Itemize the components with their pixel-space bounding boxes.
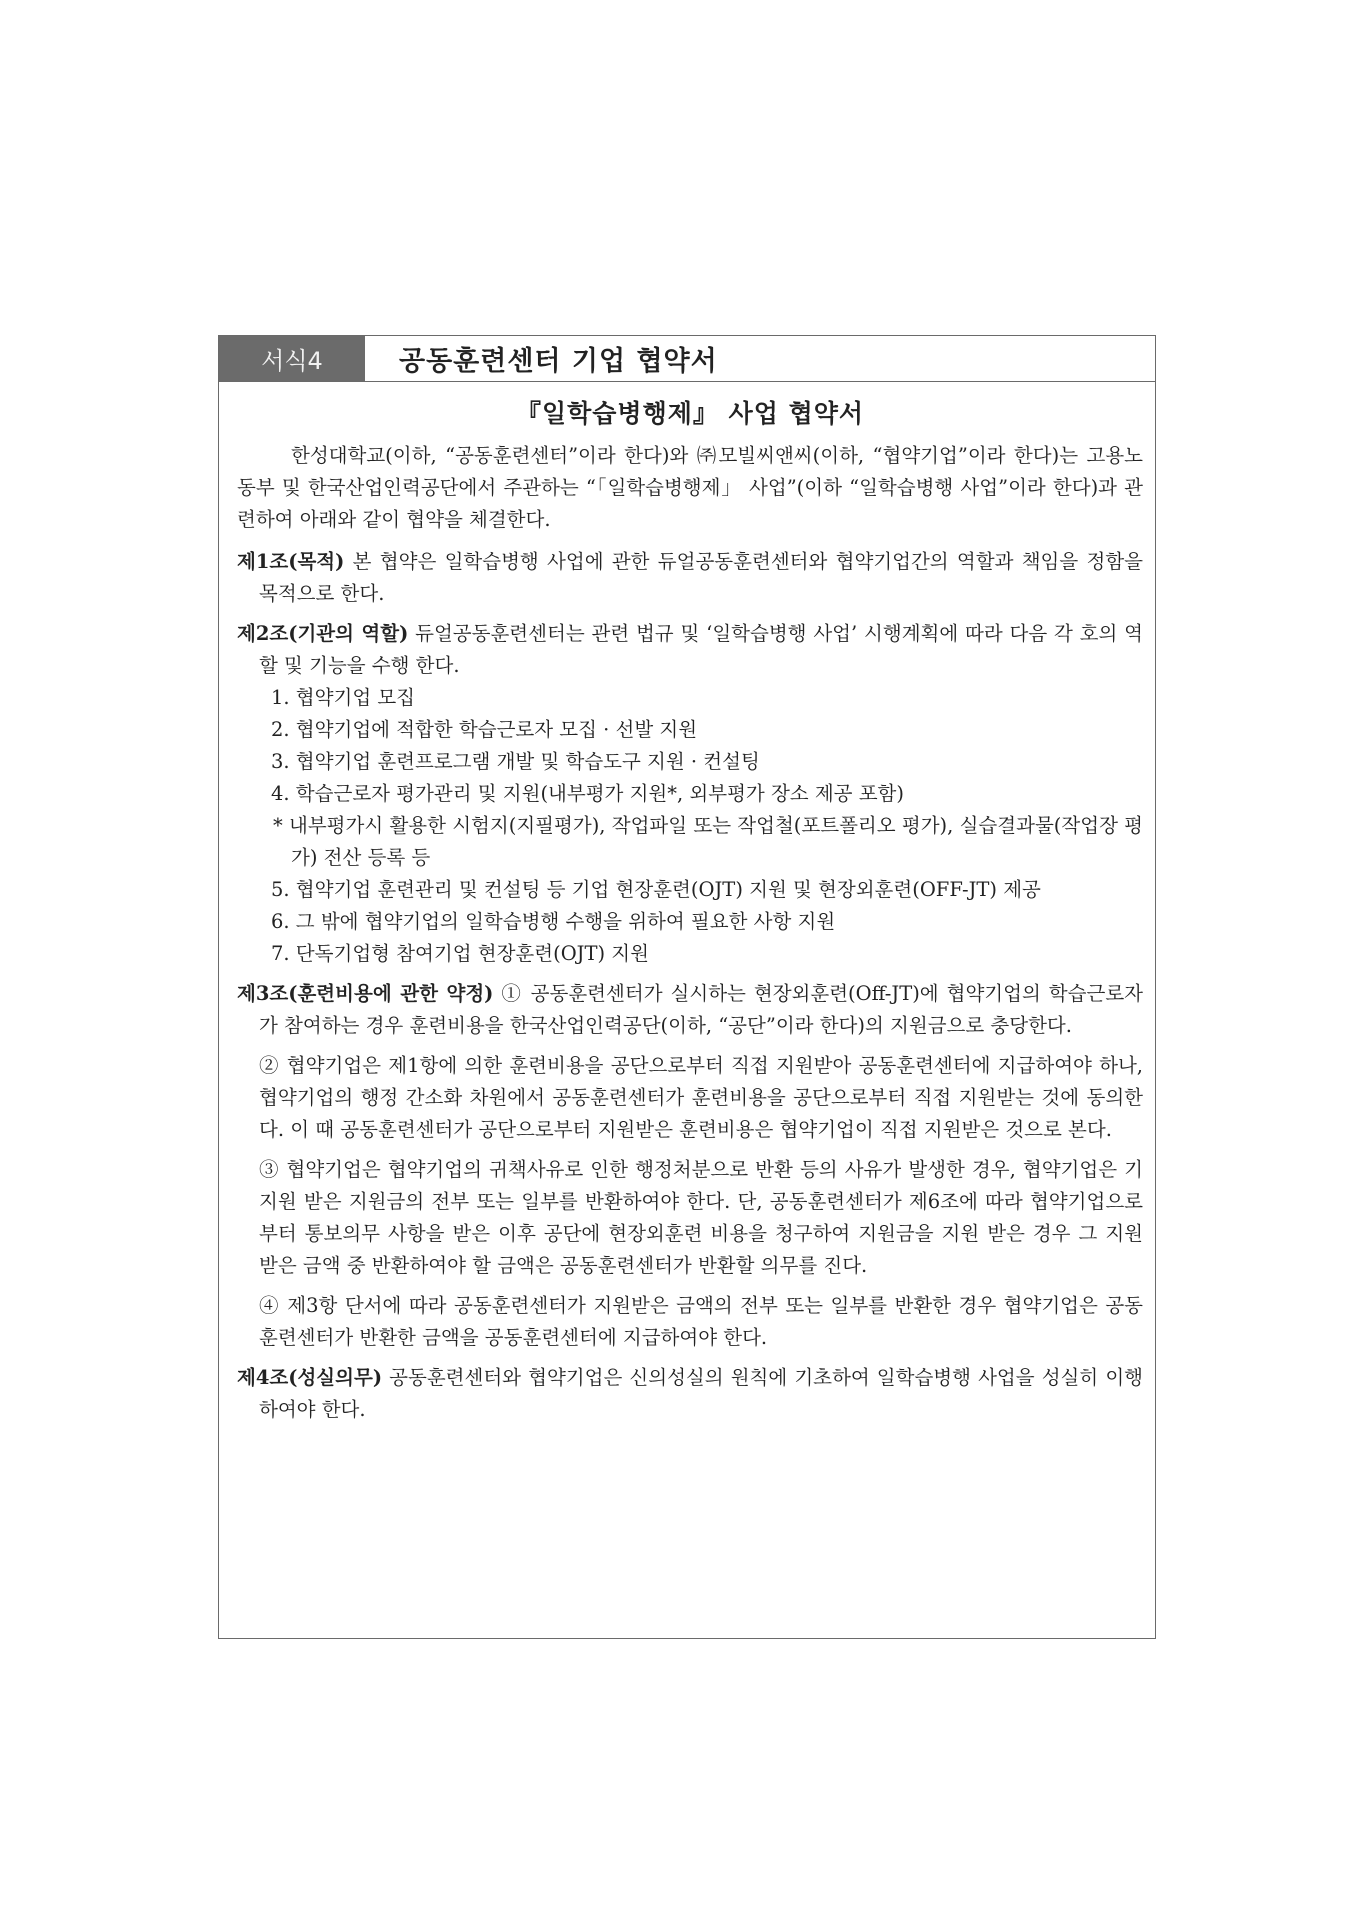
document-body: [219, 382, 1155, 1426]
article-1-text: 본 협약은 일학습병행 사업에 관한 듀얼공동훈련센터와 협약기업간의 역할과 책임을 정함을 목적으로 한다.: [259, 550, 1144, 605]
article-2-text: 듀얼공동훈련센터는 관련 법규 및 ‘일학습병행 사업’ 시행계획에 따라 다음 각 호의 역할 및 기능을 수행 한다.: [259, 622, 1143, 677]
article-3-heading: 제3조(훈련비용에 관한 약정): [237, 982, 494, 1005]
article-3-paragraph-4: ④ 제3항 단서에 따라 공동훈련센터가 지원받은 금액의 전부 또는 일부를 반환한 경우 협약기업은 공동훈련센터가 반환한 금액을 공동훈련센터에 지급하여야 한다.: [259, 1294, 1143, 1349]
article-3-text: ① 공동훈련센터가 실시하는 현장외훈련(Off-JT)에 협약기업의 학습근로자가 참여하는 경우 훈련비용을 한국산업인력공단(이하, “공단”이라 한다)의 지원금으로 충당한다.: [259, 982, 1143, 1037]
list-item: 2. 협약기업에 적합한 학습근로자 모집 · 선발 지원: [271, 718, 698, 741]
article-4: [237, 1362, 1143, 1426]
article-2: [237, 618, 1143, 970]
list-item: 7. 단독기업형 참여기업 현장훈련(OJT) 지원: [271, 942, 649, 965]
document-title: 『일학습병행제』 사업 협약서: [515, 399, 865, 428]
article-2-list: [237, 682, 1143, 810]
article-1-heading: 제1조(목적): [237, 550, 345, 573]
footnote: * 내부평가시 활용한 시험지(지필평가), 작업파일 또는 작업철(포트폴리오 평가), 실습결과물(작업장 평가) 전산 등록 등: [273, 814, 1143, 869]
article-4-text: 공동훈련센터와 협약기업은 신의성실의 원칙에 기초하여 일학습병행 사업을 성실히 이행하여야 한다.: [259, 1366, 1143, 1421]
intro-paragraph: 한성대학교(이하, “공동훈련센터”이라 한다)와 ㈜모빌씨앤씨(이하, “협약기업”이라 한다)는 고용노동부 및 한국산업인력공단에서 주관하는 “「일학습병행제」 사업”(이하 “일학습병행 사업”이라 한다)과 관련하여 아래와 같이 협약을 체결한다.: [237, 444, 1143, 531]
article-2-list-continued: [237, 874, 1143, 970]
form-header: [219, 336, 1155, 382]
agreement-form: [218, 335, 1156, 1639]
article-3: [237, 978, 1143, 1354]
article-2-lead: [237, 618, 1143, 682]
list-item: 6. 그 밖에 협약기업의 일학습병행 수행을 위하여 필요한 사항 지원: [271, 910, 836, 933]
article-2-heading: 제2조(기관의 역할): [237, 622, 409, 645]
form-number-tag: 서식4: [219, 336, 365, 381]
form-heading: 공동훈련센터 기업 협약서: [399, 346, 718, 377]
list-item: 5. 협약기업 훈련관리 및 컨설팅 등 기업 현장훈련(OJT) 지원 및 현장외훈련(OFF-JT) 제공: [271, 878, 1041, 901]
list-item: 3. 협약기업 훈련프로그램 개발 및 학습도구 지원 · 컨설팅: [271, 750, 760, 773]
list-item: 1. 협약기업 모집: [271, 686, 416, 709]
article-3-paragraph-3: ③ 협약기업은 협약기업의 귀책사유로 인한 행정처분으로 반환 등의 사유가 발생한 경우, 협약기업은 기지원 받은 지원금의 전부 또는 일부를 반환하여야 한다. 단, 공동훈련센터가 제6조에 따라 협약기업으로부터 통보의무 사항을 받은 이후 공단에 현장외훈련 비용을 청구하여 지원금을 지원 받은 경우 그 지원 받은 금액 중 반환하여야 할 금액은 공동훈련센터가 반환할 의무를 진다.: [259, 1158, 1143, 1277]
article-4-heading: 제4조(성실의무): [237, 1366, 383, 1389]
list-item: 4. 학습근로자 평가관리 및 지원(내부평가 지원*, 외부평가 장소 제공 포함): [271, 782, 904, 805]
article-1: [237, 546, 1143, 610]
article-3-paragraph-2: ② 협약기업은 제1항에 의한 훈련비용을 공단으로부터 직접 지원받아 공동훈련센터에 지급하여야 하나, 협약기업의 행정 간소화 차원에서 공동훈련센터가 훈련비용을 공단으로부터 직접 지원받는 것에 동의한다. 이 때 공동훈련센터가 공단으로부터 지원받은 훈련비용은 협약기업이 직접 지원받은 것으로 본다.: [259, 1054, 1143, 1141]
article-3-lead: [237, 978, 1143, 1042]
